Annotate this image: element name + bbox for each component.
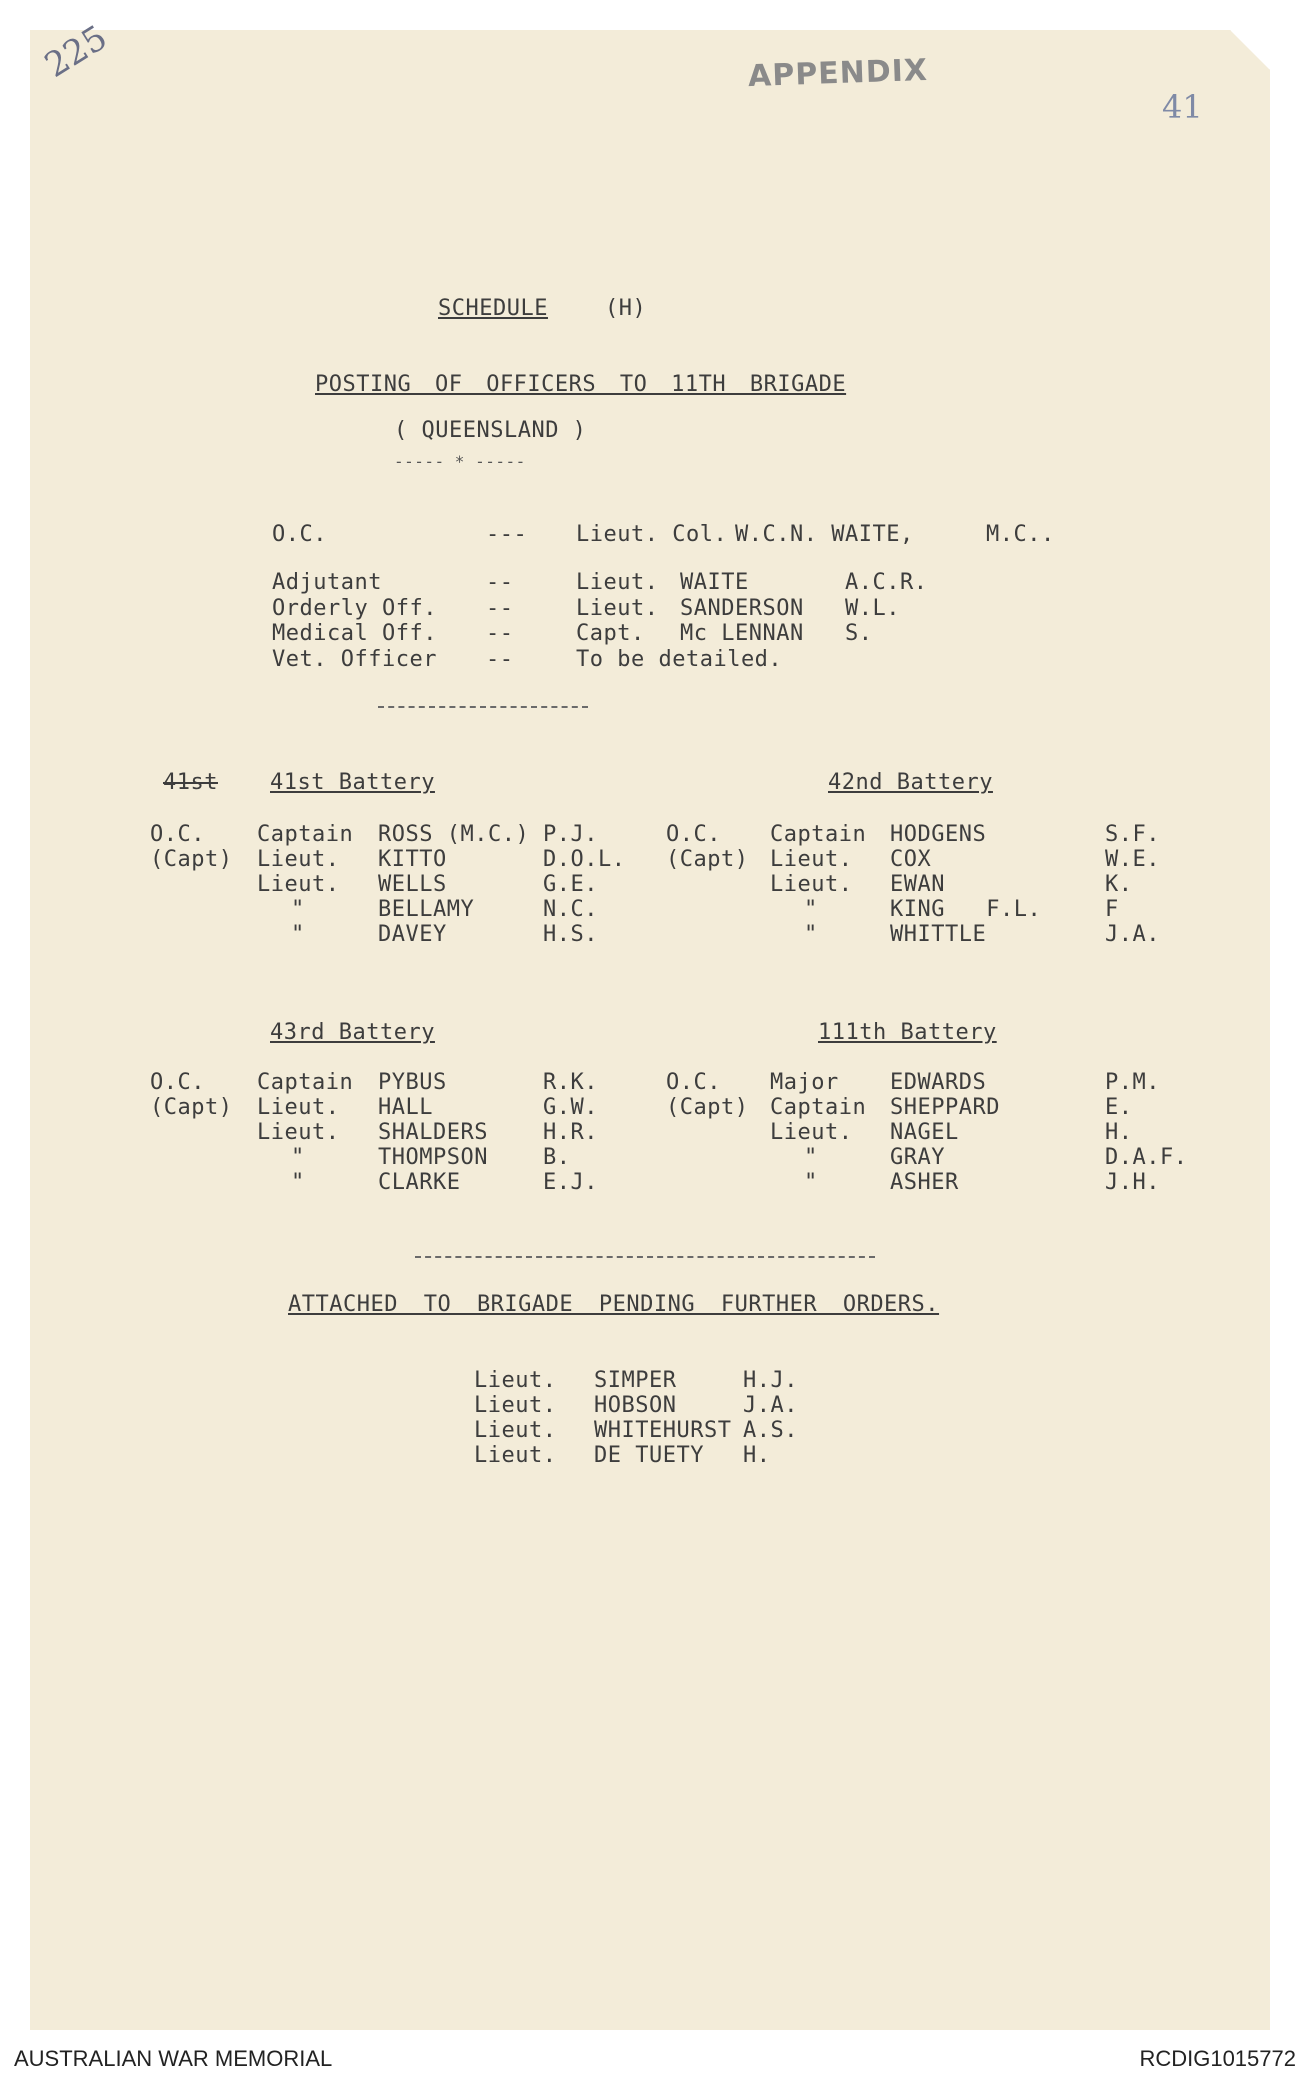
officer-rank: " [804,1170,818,1195]
officer-name: EDWARDS [890,1070,987,1095]
officer-initials: N.C. [543,897,598,922]
officer-name: EWAN [890,872,945,897]
officer-rank: " [804,1145,818,1170]
officer-initials: R.K. [543,1070,598,1095]
officer-name: SHEPPARD [890,1095,1000,1120]
officer-name: ROSS (M.C.) [378,822,530,847]
posting-subtitle: POSTING OF OFFICERS TO 11TH BRIGADE [315,372,847,397]
staff-role: Adjutant [272,570,382,595]
attached-rank: Lieut. [474,1418,557,1443]
divider-rule [378,706,588,708]
schedule-title: SCHEDULE [438,296,548,321]
officer-rank: Lieut. [257,1120,340,1145]
battery-oc-note: (Capt) [150,847,233,872]
staff-initials: A.C.R. [845,570,928,595]
officer-initials: J.A. [1105,922,1160,947]
staff-rank: To be detailed. [576,647,783,672]
officer-rank: " [291,922,305,947]
battery-oc-note: (Capt) [666,847,749,872]
staff-initials: M.C.. [986,522,1055,547]
battery-oc-note: (Capt) [150,1095,233,1120]
officer-rank: Captain [770,1095,867,1120]
state-line: ( QUEENSLAND ) [394,418,587,443]
officer-initials: D.A.F. [1105,1145,1188,1170]
officer-rank: " [291,1170,305,1195]
staff-separator: -- [486,647,514,672]
officer-initials: J.H. [1105,1170,1160,1195]
attached-initials: H.J. [743,1368,798,1393]
attached-initials: H. [743,1443,771,1468]
attached-name: WHITEHURST [594,1418,732,1443]
battery-41-title: 41st Battery [270,770,435,795]
officer-rank: Lieut. [257,847,340,872]
attached-heading: ATTACHED TO BRIGADE PENDING FURTHER ORDERS. [288,1292,940,1317]
officer-initials: P.J. [543,822,598,847]
officer-initials: H.S. [543,922,598,947]
attached-rank: Lieut. [474,1393,557,1418]
staff-rank: Lieut. [576,596,659,621]
officer-name: WELLS [378,872,447,897]
officer-rank: " [804,922,818,947]
title-ornament: ----- * ----- [394,452,526,471]
officer-initials: K. [1105,872,1133,897]
officer-initials: E.J. [543,1170,598,1195]
battery-oc-label: O.C. [150,822,205,847]
officer-initials: F [1105,897,1119,922]
officer-name: DAVEY [378,922,447,947]
officer-rank: " [291,897,305,922]
officer-name: THOMPSON [378,1145,488,1170]
officer-name: WHITTLE [890,922,987,947]
officer-name: HODGENS [890,822,987,847]
officer-rank: Lieut. [770,847,853,872]
officer-initials: P.M. [1105,1070,1160,1095]
officer-name: BELLAMY [378,897,475,922]
officer-rank: Lieut. [257,872,340,897]
officer-rank: Major [770,1070,839,1095]
staff-rank: Capt. [576,621,645,646]
battery-42-title: 42nd Battery [828,770,993,795]
officer-name: KITTO [378,847,447,872]
officer-initials: H.R. [543,1120,598,1145]
officer-initials: D.O.L. [543,847,626,872]
officer-name: PYBUS [378,1070,447,1095]
staff-separator: -- [486,596,514,621]
pencil-folio-number: 225 [38,17,115,86]
officer-name: CLARKE [378,1170,461,1195]
officer-initials: G.E. [543,872,598,897]
officer-name: COX [890,847,932,872]
officer-initials: S.F. [1105,822,1160,847]
battery-oc-note: (Capt) [666,1095,749,1120]
attached-rank: Lieut. [474,1368,557,1393]
officer-rank: " [291,1145,305,1170]
battery-oc-label: O.C. [666,1070,721,1095]
officer-rank: Captain [257,1070,354,1095]
staff-initials: S. [845,621,873,646]
officer-name: SHALDERS [378,1120,488,1145]
attached-rank: Lieut. [474,1443,557,1468]
officer-initials: H. [1105,1120,1133,1145]
staff-name: WAITE [680,570,749,595]
officer-rank: Lieut. [257,1095,340,1120]
staff-name: W.C.N. WAITE, [735,522,914,547]
officer-initials: G.W. [543,1095,598,1120]
battery-111-title: 111th Battery [818,1020,997,1045]
officer-rank: " [804,897,818,922]
attached-name: SIMPER [594,1368,677,1393]
battery-oc-label: O.C. [150,1070,205,1095]
battery-43-title: 43rd Battery [270,1020,435,1045]
attached-initials: J.A. [743,1393,798,1418]
divider-rule-long [415,1256,875,1258]
staff-separator: -- [486,621,514,646]
staff-initials: W.L. [845,596,900,621]
attached-name: HOBSON [594,1393,677,1418]
staff-separator: -- [486,570,514,595]
schedule-letter: (H) [605,296,647,321]
staff-rank: Lieut. Col. [576,522,728,547]
staff-rank: Lieut. [576,570,659,595]
struck-battery-number: 41st [163,770,218,795]
staff-name: SANDERSON [680,596,804,621]
staff-role: Vet. Officer [272,647,437,672]
officer-name: KING F.L. [890,897,1042,922]
staff-name: Mc LENNAN [680,621,804,646]
officer-rank: Captain [770,822,867,847]
officer-initials: B. [543,1145,571,1170]
officer-name: GRAY [890,1145,945,1170]
footer-reference: RCDIG1015772 [1139,2046,1296,2071]
officer-rank: Lieut. [770,1120,853,1145]
staff-separator: --- [486,522,528,547]
footer-institution: AUSTRALIAN WAR MEMORIAL [14,2046,333,2071]
staff-role: Medical Off. [272,621,437,646]
battery-oc-label: O.C. [666,822,721,847]
officer-name: ASHER [890,1170,959,1195]
page-number: 41 [1162,88,1203,126]
officer-name: HALL [378,1095,433,1120]
officer-rank: Captain [257,822,354,847]
officer-rank: Lieut. [770,872,853,897]
appendix-stamp: APPENDIX [747,52,929,95]
officer-name: NAGEL [890,1120,959,1145]
attached-name: DE TUETY [594,1443,704,1468]
staff-role: Orderly Off. [272,596,437,621]
document-page [30,30,1270,2030]
officer-initials: W.E. [1105,847,1160,872]
officer-initials: E. [1105,1095,1133,1120]
staff-role: O.C. [272,522,327,547]
attached-initials: A.S. [743,1418,798,1443]
